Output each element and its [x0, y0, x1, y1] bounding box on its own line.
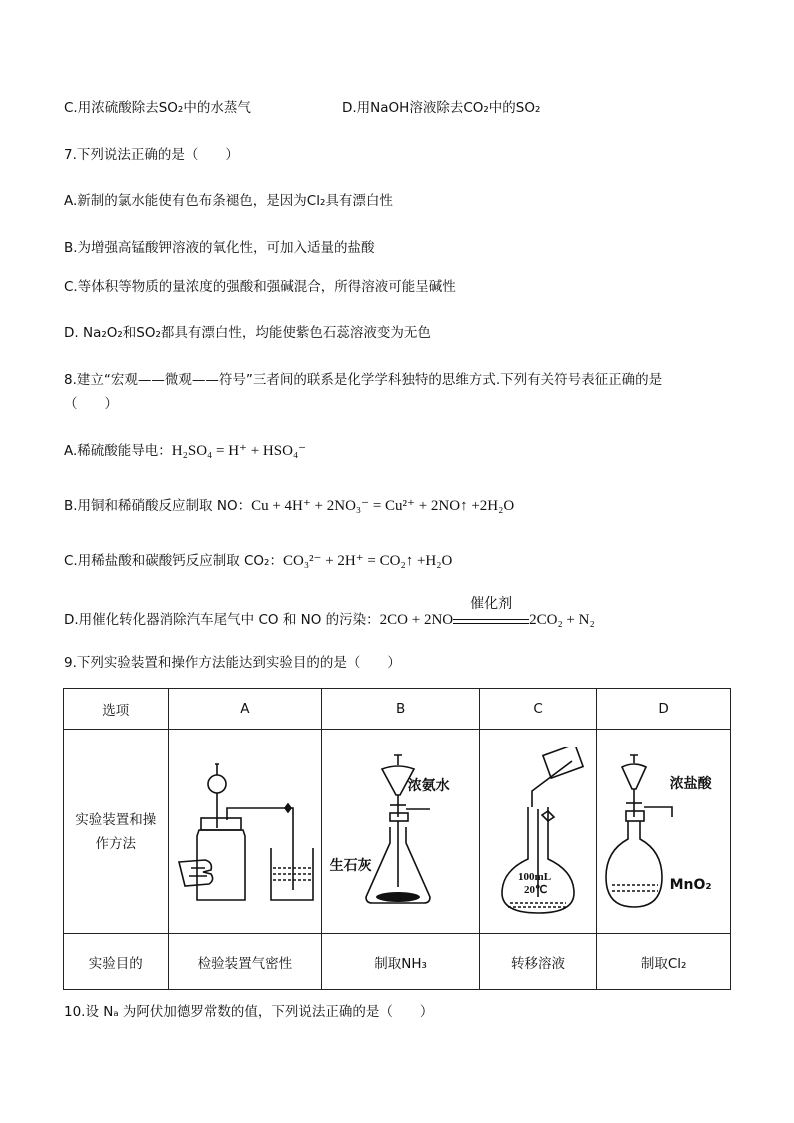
q9-c-flask-volume: 100mL: [518, 870, 552, 883]
q9-header-b: B: [322, 689, 480, 730]
q8-stem-bracket: （ ）: [64, 396, 118, 412]
q7-option-b: B.为增强高锰酸钾溶液的氧化性，可加入适量的盐酸: [64, 240, 375, 256]
q10-stem: 10.设 Nₐ 为阿伏加德罗常数的值，下列说法正确的是（ ）: [64, 1004, 434, 1020]
q8-stem: 8.建立“宏观——微观——符号”三者间的联系是化学学科独特的思维方式.下列有关符号表征正确的是: [64, 372, 663, 388]
q8-option-d: [64, 596, 595, 630]
airtightness-apparatus-illustration: [175, 750, 315, 910]
q9-header-a: A: [168, 689, 322, 730]
q9-header-c: C: [479, 689, 596, 730]
q9-purpose-a: 检验装置气密性: [168, 934, 322, 990]
q8-option-a: [64, 441, 306, 461]
q7-stem: 7.下列说法正确的是（ ）: [64, 147, 239, 163]
q8-d-eq-right: 2CO₂ + N₂: [529, 612, 595, 628]
q9-purpose-c: 转移溶液: [479, 934, 596, 990]
q9-b-label-ammonia: 浓氨水: [407, 777, 450, 794]
q8-c-equation: CO₃²⁻ + 2H⁺ = CO₂↑ +H₂O: [282, 553, 453, 569]
q8-b-equation: Cu + 4H⁺ + 2NO₃⁻ = Cu²⁺ + 2NO↑ +2H₂O: [251, 498, 515, 514]
q8-a-equation: H₂SO₄ = H⁺ + HSO₄⁻: [171, 443, 307, 459]
q8-option-c: [64, 551, 452, 571]
q6-option-d: D.用NaOH溶液除去CO₂中的SO₂: [342, 100, 541, 116]
q8-c-label: C.用稀盐酸和碳酸钙反应制取 CO₂：: [64, 553, 283, 569]
q7-option-a: A.新制的氯水能使有色布条褪色，是因为Cl₂具有漂白性: [64, 193, 393, 209]
q9-apparatus-c: [479, 730, 596, 934]
ammonia-generator-illustration: [326, 747, 476, 917]
q9-d-label-mno2: MnO₂: [669, 876, 712, 893]
q9-header-d: D: [597, 689, 731, 730]
q9-purpose-b: 制取NH₃: [322, 934, 480, 990]
q9-header-row: [64, 689, 731, 730]
q9-c-flask-temp: 20℃: [524, 883, 548, 896]
q9-b-label-lime: 生石灰: [329, 857, 372, 874]
q9-apparatus-a: [168, 730, 322, 934]
q9-stem: 9.下列实验装置和操作方法能达到实验目的的是（ ）: [64, 655, 401, 671]
q8-b-label: B.用铜和稀硝酸反应制取 NO：: [64, 498, 252, 514]
q9-row1-label: 实验装置和操作方法: [64, 730, 169, 934]
q8-d-catalyst: 催化剂: [470, 596, 513, 612]
q7-option-d: D. Na₂O₂和SO₂都具有漂白性，均能使紫色石蕊溶液变为无色: [64, 325, 431, 341]
q6-option-c: C.用浓硫酸除去SO₂中的水蒸气: [64, 100, 251, 116]
q9-row2-label: 实验目的: [64, 934, 169, 990]
q9-apparatus-d: [597, 730, 731, 934]
q9-d-label-hcl: 浓盐酸: [669, 775, 712, 792]
q9-purpose-d: 制取Cl₂: [597, 934, 731, 990]
q9-header-option: 选项: [64, 689, 169, 730]
q8-a-label: A.稀硫酸能导电：: [64, 443, 172, 459]
q8-option-b: [64, 496, 514, 516]
q8-d-catalyst-arrow: [453, 596, 529, 624]
q9-purpose-row: [64, 934, 731, 990]
q9-apparatus-b: [322, 730, 480, 934]
q8-d-label: D.用催化转化器消除汽车尾气中 CO 和 NO 的污染：: [64, 612, 380, 628]
q7-option-c: C.等体积等物质的量浓度的强酸和强碱混合，所得溶液可能呈碱性: [64, 279, 456, 295]
q9-apparatus-row: [64, 730, 731, 934]
q9-table: [63, 688, 731, 990]
q8-d-eq-left: 2CO + 2NO: [379, 612, 454, 628]
